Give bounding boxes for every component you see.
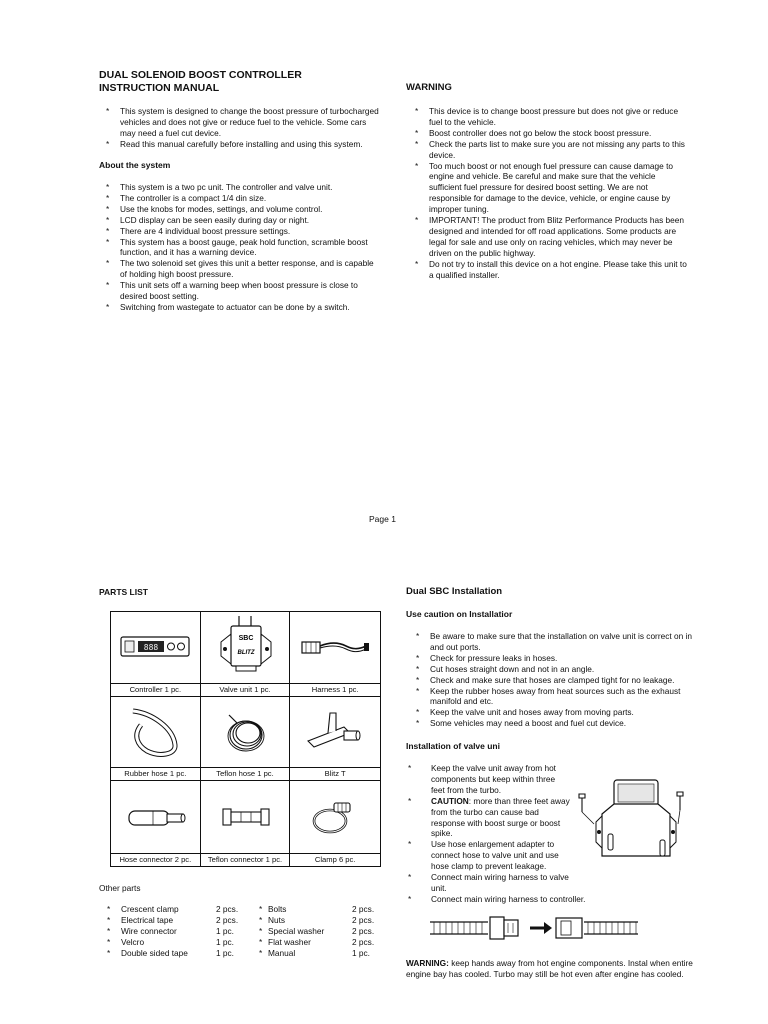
part-cell-rubber-hose [111,697,201,782]
part-cell-blitz-t [290,697,380,782]
part-cell-teflon-connector [201,781,291,866]
valve-bullet: * Connect main wiring harness to controller. [401,894,701,905]
other-left-qty: 1 pc. [216,936,234,947]
manual-title [99,69,302,95]
about-bullet: * This system is a two pc unit. The controller and valve unit. [99,182,379,193]
about-bullet: * Switching from wastegate to actuator can be done by a switch. [99,302,379,313]
other-right-name: Nuts [268,914,286,925]
caution-bold: CAUTION [431,795,469,806]
about-bullet: * The two solenoid set gives this unit a better response, and is capable of holding high boost pressure. [99,258,379,280]
caution-bullet: * Check and make sure that hoses are clamped tight for no leakage. [409,675,694,686]
about-bullet: * Use the knobs for modes, settings, and volume control. [99,204,379,215]
other-parts-row: * Wire connector 1 pc. * Special washer 2 pcs. [107,925,375,936]
controller-icon [111,612,201,684]
other-left-name: Crescent clamp [121,904,179,914]
valve-bullet: * Connect main wiring harness to valve unit. [401,872,571,894]
other-parts-row: * Crescent clamp 2 pcs. * Bolts 2 pcs. [107,904,375,914]
other-right-name: Flat washer [268,936,311,947]
teflon-hose-icon [201,697,291,769]
caution-bullet: * Keep the rubber hoses away from heat sources such as the exhaust manifold and etc. [409,686,694,708]
other-left-qty: 1 pc. [216,925,234,936]
harness-connection-illustration [428,908,640,948]
other-right-qty: 2 pcs. [352,925,375,936]
other-parts-table [99,904,389,958]
part-label-blitz-t: Blitz T [324,769,346,779]
other-parts-row: * Electrical tape 2 pcs. * Nuts 2 pcs. [107,914,375,925]
about-bullet: * LCD display can be seen easily during day or night. [99,215,379,226]
part-label-valve: Valve unit 1 pc. [219,684,271,694]
part-label-teflon-hose: Teflon hose 1 pc. [216,769,274,779]
other-right-name: Special washer [268,925,325,936]
caution-bullet: * Be aware to make sure that the installation on valve unit is correct on in and out ports. [409,631,694,653]
controller-display-digits: 888 [143,643,159,652]
other-left-name: Velcro [121,936,145,947]
valve-install-bullets-2 [401,894,701,905]
warning-bullet: * IMPORTANT! The product from Blitz Performance Products has been designed and intended for off road applications. Some products are legal for sale and use only on racing vehicles, which may never be driven on the public highway. [408,215,688,259]
valve-logo-top: SBC [238,635,254,642]
other-right-qty: 2 pcs. [352,914,375,925]
part-label-controller: Controller 1 pc. [129,684,182,694]
part-label-hose-connector: Hose connector 2 pc. [119,854,192,864]
part-cell-harness [290,612,380,697]
valve-install-heading: Installation of valve uni [406,741,500,751]
other-left-qty: 2 pcs. [216,914,239,925]
parts-grid [110,611,381,867]
caution-text: : more than three feet away from the turbo can cause bad response with boost surge or boost spike. [431,795,570,839]
valve-mount-illustration [574,776,694,870]
part-cell-teflon-hose [201,697,291,782]
parts-heading: PARTS LIST [99,587,148,597]
other-right-qty: 2 pcs. [352,904,375,914]
warning-bullet: * This device is to change boost pressure but does not give or reduce fuel to the vehicle. [408,106,688,128]
part-label-teflon-connector: Teflon connector 1 pc. [207,854,283,864]
page-number: Page 1 [369,514,396,524]
part-cell-clamp [290,781,380,866]
warning-bullets [408,106,688,281]
caution-bullet: * Some vehicles may need a boost and fuel cut device. [409,718,694,729]
other-right-qty: 2 pcs. [352,936,375,947]
valve-unit-icon [201,612,291,684]
warning-heading: WARNING [406,82,452,93]
about-bullet: * This unit sets off a warning beep when boost pressure is close to desired boost setting. [99,280,379,302]
intro-bullet: * Read this manual carefully before installing and using this system. [99,139,379,150]
final-warning [406,958,696,980]
caution-heading: Use caution on Installatior [406,609,513,619]
warning-bullet: * Too much boost or not enough fuel pressure can cause damage to engine and vehicle. Be careful and make sure that the vehicle sufficient fuel pressure for desired boost setting. We are not responsible for damage to the device, vehicle, or engine cause by improper tuning. [408,161,688,216]
teflon-connector-icon [201,781,291,853]
harness-icon [290,612,380,684]
valve-install-bullets [401,763,571,894]
valve-bullet: * Keep the valve unit away from hot components but keep within three feet from the turbo. [401,763,571,796]
warning-bullet: * Check the parts list to make sure you are not missing any parts to this device. [408,139,688,161]
other-left-name: Double sided tape [121,947,188,958]
other-parts-heading: Other parts [99,883,141,893]
about-heading: About the system [99,160,171,170]
intro-bullets [99,106,379,150]
clamp-icon [290,781,380,853]
part-label-harness: Harness 1 pc. [311,684,359,694]
final-warning-label: WARNING: [406,958,449,968]
title-line-1: DUAL SOLENOID BOOST CONTROLLER [99,69,302,81]
other-parts-row: * Double sided tape 1 pc. * Manual 1 pc. [107,947,370,958]
rubber-hose-icon [111,697,201,769]
other-right-name: Bolts [268,904,287,914]
about-bullet: * This system has a boost gauge, peak hold function, scramble boost function, and it has a warning device. [99,237,379,259]
valve-bullet-caution [401,796,571,840]
blitz-t-icon [290,697,380,769]
title-line-2: INSTRUCTION MANUAL [99,82,220,94]
install-heading: Dual SBC Installation [406,586,503,597]
about-bullet: * The controller is a compact 1/4 din size. [99,193,379,204]
part-cell-valve [201,612,291,697]
hose-connector-icon [111,781,201,853]
intro-bullet: * This system is designed to change the boost pressure of turbocharged vehicles and does not give or reduce fuel to the vehicle. Some cars may need a fuel cut device. [99,106,379,139]
other-left-name: Electrical tape [121,914,174,925]
caution-bullet: * Check for pressure leaks in hoses. [409,653,694,664]
other-left-qty: 2 pcs. [216,904,239,914]
other-left-qty: 1 pc. [216,947,234,958]
part-label-rubber-hose: Rubber hose 1 pc. [124,769,187,779]
final-warning-text: keep hands away from hot engine components. Instal when entire engine bay has cooled. Turbo may still be hot even after engine has cooled. [406,958,693,979]
caution-bullets [409,631,694,729]
part-cell-hose-connector [111,781,201,866]
part-label-clamp: Clamp 6 pc. [314,854,356,864]
valve-bullet: * Use hose enlargement adapter to connect hose to valve unit and use hose clamp to prevent leakage. [401,839,571,872]
caution-bullet: * Keep the valve unit and hoses away from moving parts. [409,707,694,718]
other-parts-row: * Velcro 1 pc. * Flat washer 2 pcs. [107,936,375,947]
caution-bullet: * Cut hoses straight down and not in an angle. [409,664,694,675]
valve-logo-bottom: BLITZ [237,650,255,656]
other-right-qty: 1 pc. [352,947,370,958]
about-bullets [99,182,379,313]
warning-bullet: * Do not try to install this device on a hot engine. Please take this unit to a qualified installer. [408,259,688,281]
other-left-name: Wire connector [121,925,177,936]
part-cell-controller [111,612,201,697]
about-bullet: * There are 4 individual boost pressure settings. [99,226,379,237]
other-right-name: Manual [268,947,296,958]
warning-bullet: * Boost controller does not go below the stock boost pressure. [408,128,688,139]
